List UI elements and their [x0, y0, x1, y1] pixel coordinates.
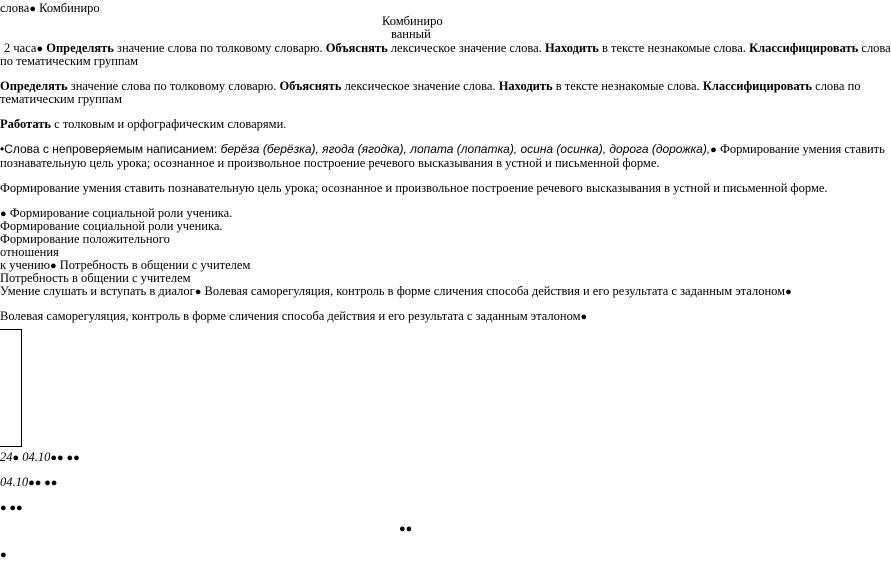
work-dictionaries [0, 117, 286, 131]
header-left: слова [0, 1, 30, 15]
social-line-3: Формирование положительного [0, 232, 170, 246]
vocabulary-label: Слова с непроверяемым написанием: [4, 142, 221, 156]
lesson-number: 24 [0, 450, 13, 464]
social-line-6: Потребность в общении с учителем [0, 271, 191, 285]
text-segment: с толковым и орфографическим словарями. [51, 117, 287, 131]
objectives-paragraph [0, 79, 861, 93]
text-segment: слова [858, 41, 891, 55]
bullet-icon: ● [0, 549, 7, 561]
bullet-icon: ● [580, 311, 588, 323]
lesson-date: 04.10 [0, 475, 29, 489]
bullet-icon: ● [50, 260, 57, 272]
verb-explain: Объяснять [325, 41, 388, 55]
hours: 2 часа [4, 41, 37, 55]
text-segment: Волевая саморегуляция, контроль в форме сличения способа действия и его результата с заданным эталоном [0, 309, 581, 323]
verb-classify: Классифицировать [702, 79, 813, 93]
text-segment: лексическое значение слова. [387, 41, 545, 55]
text-segment: Потребность в общении с учителем [56, 258, 251, 272]
verb-find: Находить [498, 79, 553, 93]
lesson-type-line2: ванный [391, 27, 431, 41]
bullet-icon: ●● ●● [28, 477, 58, 489]
lesson-type-line1: Комбиниро [382, 14, 443, 28]
bullet-icon: ● [36, 43, 44, 55]
vocabulary-words-cont: познавательную цель урока; осознанное и произвольное построение речевого высказывания в устной и письменной форме. [0, 156, 660, 170]
bullet-icon: ● [710, 144, 717, 156]
text-segment: Формирование умения ставить [716, 142, 885, 156]
objectives-row-cont: по тематическим группам [0, 54, 139, 68]
text-segment: значение слова по толковому словарю. [113, 41, 326, 55]
bullet-icon: ● [0, 208, 7, 220]
dots-row [0, 500, 23, 515]
social-line-4: отношения [0, 245, 59, 259]
bullet-icon: ●● [399, 523, 413, 535]
vocabulary-list: берёза (берёзка), ягода (ягодка), лопата (лопатка), осина (осинка), дорога (дорожка), [220, 142, 711, 156]
text-segment: Формирование социальной роли ученика. [6, 206, 233, 220]
bullet-icon: ● [29, 3, 36, 15]
text-segment: в тексте незнакомые слова. [552, 79, 703, 93]
objectives-paragraph-cont: тематическим группам [0, 92, 123, 106]
bullet-icon: ●● ●● [50, 452, 80, 464]
header-right: Комбиниро [39, 1, 100, 15]
bullet-icon: ● ●● [0, 502, 23, 514]
text-segment: Волевая саморегуляция, контроль в форме сличения способа действия и его результата с заданным эталоном [201, 284, 786, 298]
verb-define: Определять [0, 79, 68, 93]
verb-work: Работать [0, 117, 52, 131]
bullet-icon: ● [12, 452, 20, 464]
social-line-2: Формирование социальной роли ученика. [0, 219, 223, 233]
header-line [0, 1, 100, 16]
verb-explain: Объяснять [279, 79, 342, 93]
bullet-icon: ● [785, 286, 792, 298]
table-cell-frame [0, 329, 22, 447]
text-segment: в тексте незнакомые слова. [598, 41, 750, 55]
text-segment: значение слова по толковому словарю. [67, 79, 280, 93]
bullet-icon: • [0, 142, 5, 156]
social-line-7 [0, 284, 792, 299]
verb-find: Находить [544, 41, 599, 55]
date-row-1 [0, 450, 80, 465]
formation-text: Формирование умения ставить познавательную цель урока; осознанное и произвольное построение речевого высказывания в устной и письменной форме. [0, 181, 828, 195]
verb-define: Определять [46, 41, 114, 55]
text-segment: слова по [812, 79, 861, 93]
text-segment: лексическое значение слова. [341, 79, 499, 93]
text-segment: к учению [0, 258, 50, 272]
verb-classify: Классифицировать [749, 41, 859, 55]
bullet-icon: ● [194, 286, 202, 298]
text-segment: Умение слушать и вступать в диалог [0, 284, 195, 298]
lesson-date: 04.10 [19, 450, 51, 464]
vocabulary-words [0, 142, 885, 157]
volitional-text [0, 309, 587, 324]
date-row-2 [0, 475, 57, 490]
